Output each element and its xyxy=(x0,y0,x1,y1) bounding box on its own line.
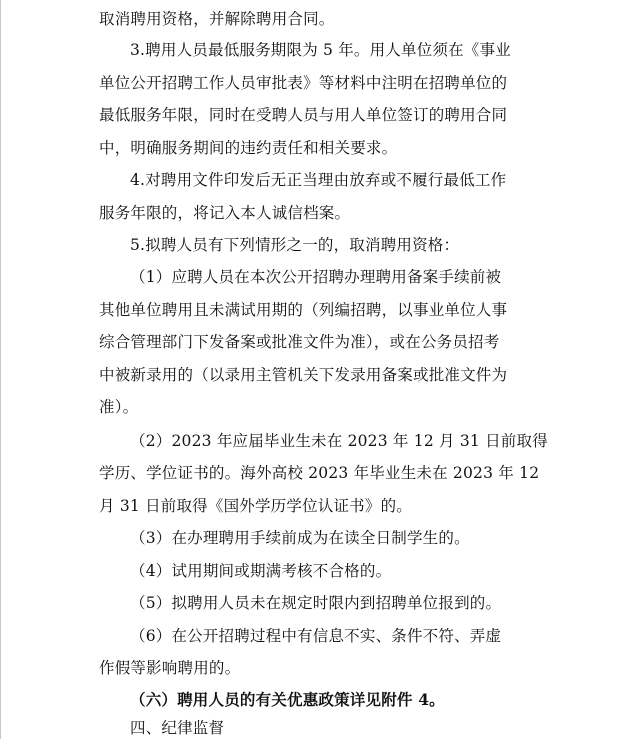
text-line: 服务年限的，将记入本人诚信档案。 xyxy=(99,204,351,222)
text-line: 4.对聘用文件印发后无正当理由放弃或不履行最低工作 xyxy=(130,171,507,189)
text-line: 准）。 xyxy=(99,398,139,416)
text-line: （6）在公开招聘过程中有信息不实、条件不符、弄虚 xyxy=(130,627,502,645)
text-line: 取消聘用资格，并解除聘用合同。 xyxy=(99,10,335,28)
text-line: 其他单位聘用且未满试用期的（列编招聘，以事业单位人事 xyxy=(99,301,508,319)
text-line: （5）拟聘用人员未在规定时限内到招聘单位报到的。 xyxy=(130,594,502,612)
text-line: 3.聘用人员最低服务期限为 5 年。用人单位须在《事业 xyxy=(130,41,511,59)
text-line: 综合管理部门下发备案或批准文件为准），或在公务员招考 xyxy=(99,333,500,351)
text-line: （2）2023 年应届毕业生未在 2023 年 12 月 31 日前取得 xyxy=(130,432,548,450)
text-line: 月 31 日前取得《国外学历学位认证书》的。 xyxy=(99,497,412,515)
section-heading: （六）聘用人员的有关优惠政策详见附件 4。 xyxy=(130,690,445,709)
text-line: 5.拟聘人员有下列情形之一的，取消聘用资格： xyxy=(130,236,460,254)
text-line: （1）应聘人员在本次公开招聘办理聘用备案手续前被 xyxy=(130,268,502,286)
text-line: 学历、学位证书的。海外高校 2023 年毕业生未在 2023 年 12 xyxy=(99,464,540,482)
text-line: 最低服务年限，同时在受聘人员与用人单位签订的聘用合同 xyxy=(99,106,508,124)
text-line: 中，明确服务期间的违约责任和相关要求。 xyxy=(99,139,398,157)
text-line: 单位公开招聘工作人员审批表》等材料中注明在招聘单位的 xyxy=(99,74,508,92)
text-line: （3）在办理聘用手续前成为在读全日制学生的。 xyxy=(130,529,470,547)
text-line: （4）试用期间或期满考核不合格的。 xyxy=(130,562,392,580)
text-line: 中被新录用的（以录用主管机关下发录用备案或批准文件为 xyxy=(99,366,508,384)
chapter-heading: 四、纪律监督 xyxy=(130,719,225,737)
text-line: 作假等影响聘用的。 xyxy=(99,659,241,677)
